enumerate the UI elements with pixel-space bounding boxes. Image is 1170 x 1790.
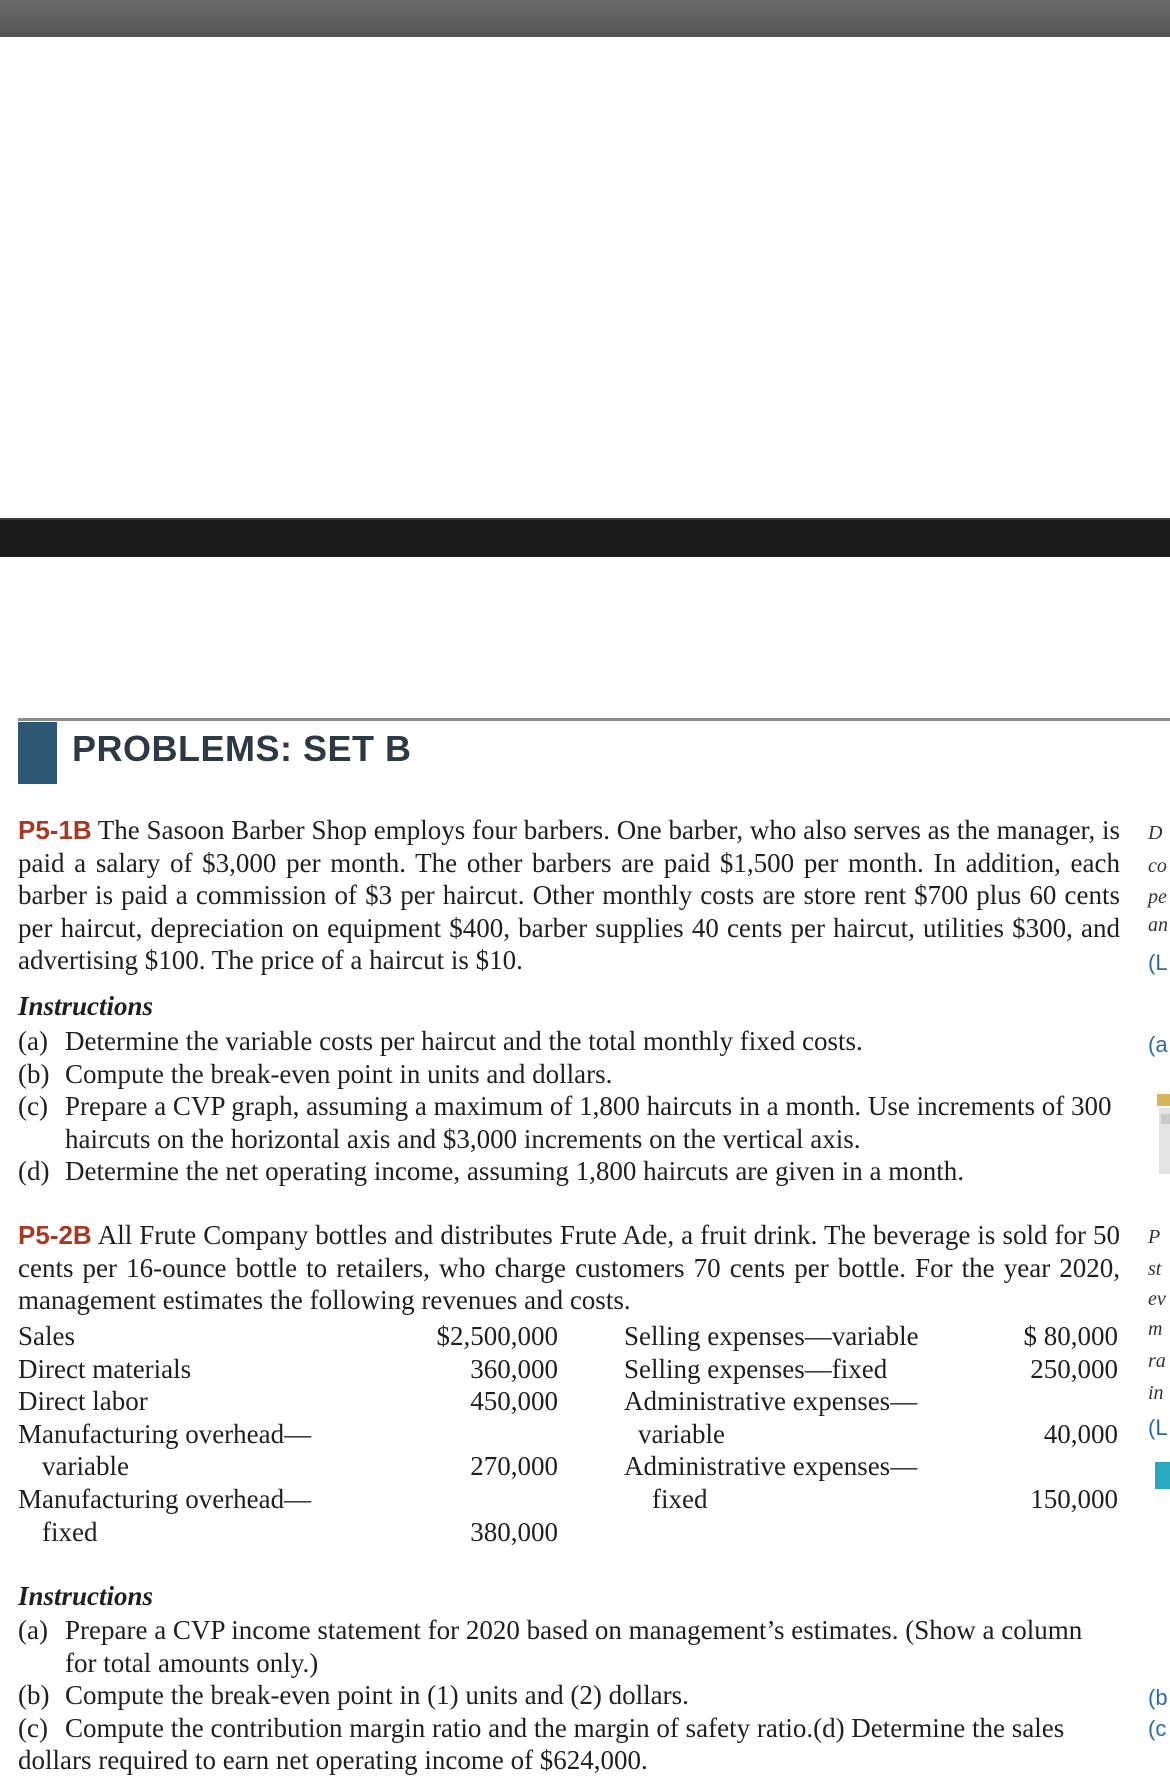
- table-row: Administrative expenses—: [624, 1451, 918, 1482]
- table-row: Selling expenses—variable $ 80,000: [624, 1321, 1118, 1351]
- section-title: PROBLEMS: SET B: [72, 728, 412, 769]
- instruction-item: (a) Prepare a CVP income statement for 2020 based on management’s estimates. (Show a column for total amounts only.): [18, 1615, 1083, 1678]
- table-row: variable 40,000: [638, 1418, 1118, 1449]
- margin-fragment: (a: [1148, 1032, 1168, 1057]
- problem-1-text: The Sasoon Barber Shop employs four barbers. One barber, who also serves as the manager, is paid a salary of $3,000 per month. The other barbers are paid $1,500 per month. In addition, each barber is paid a commission of $3 per haircut. Other monthly costs are store rent $700 plus 60 cents per haircut, depreciation on equipment $400, barber supplies 40 cents per haircut, utilities $300, and advertising $100. The price of a haircut is $10.: [18, 815, 1120, 976]
- instruction-item: (d) Determine the net operating income, assuming 1,800 haircuts are given in a month.: [18, 1156, 965, 1187]
- table-row: Sales $2,500,000: [18, 1321, 558, 1351]
- instruction-item: (a) Determine the variable costs per haircut and the total monthly fixed costs.: [18, 1026, 863, 1056]
- problem-2: [18, 1219, 1120, 1317]
- table-row: Direct materials 360,000: [18, 1353, 558, 1384]
- margin-fragment: m: [1148, 1318, 1163, 1340]
- margin-fragment: P: [1148, 1226, 1161, 1248]
- margin-fragment: D: [1148, 822, 1163, 844]
- margin-fragment: (b: [1148, 1685, 1168, 1710]
- table-row: fixed 150,000: [652, 1483, 1118, 1514]
- table-row: Selling expenses—fixed 250,000: [624, 1353, 1118, 1384]
- margin-fragment: ra: [1148, 1350, 1166, 1372]
- cost-table-left: [18, 1320, 558, 1548]
- table-row: variable 270,000: [42, 1451, 558, 1482]
- problem-2-text: All Frute Company bottles and distributes Frute Ade, a fruit drink. The beverage is sold for 50 cents per 16-ounce bottle to retailers, who charge customers 70 cents per bottle. For the year 2020, management estimates the following revenues and costs.: [18, 1220, 1120, 1316]
- page-divider-band: [0, 518, 1170, 557]
- instruction-item: (b) Compute the break-even point in (1) units and (2) dollars.: [18, 1680, 689, 1711]
- instruction-item: (c) Compute the contribution margin ratio and the margin of safety ratio.(d) Determine the sales dollars required to earn net operating income of $624,000.: [18, 1712, 1065, 1776]
- margin-fragment: (L: [1148, 1415, 1168, 1440]
- instruction-item: (b) Compute the break-even point in units and dollars.: [18, 1058, 613, 1089]
- table-row: Administrative expenses—: [624, 1386, 918, 1417]
- table-row: fixed 380,000: [42, 1516, 558, 1547]
- problem-1-id: P5-1B: [18, 815, 92, 845]
- table-row: Direct labor 450,000: [18, 1386, 558, 1417]
- problem-1-instructions-heading: Instructions: [18, 991, 154, 1021]
- problem-1: [18, 814, 1120, 977]
- margin-fragment: ev: [1148, 1288, 1166, 1310]
- problem-1-instructions: [18, 1025, 1120, 1188]
- margin-fragment: (c: [1148, 1716, 1167, 1741]
- margin-fragment: in: [1148, 1382, 1164, 1404]
- margin-fragment: st: [1148, 1258, 1162, 1280]
- section-marker: [18, 722, 57, 784]
- cost-table-right: [624, 1320, 1118, 1516]
- table-row: Manufacturing overhead—: [18, 1418, 312, 1449]
- margin-fragment: pe: [1148, 886, 1167, 908]
- margin-fragment: an: [1148, 914, 1168, 936]
- problem-2-instructions: [18, 1614, 1120, 1777]
- section-rule: [18, 718, 1170, 721]
- calculator-icon: [1155, 1094, 1170, 1174]
- problem-2-instructions-heading: Instructions: [18, 1581, 154, 1611]
- margin-fragment: (L: [1148, 950, 1168, 975]
- margin-fragment: co: [1148, 855, 1167, 877]
- top-bar: [0, 0, 1170, 37]
- margin-tab: [1155, 1462, 1170, 1489]
- table-row: Manufacturing overhead—: [18, 1483, 312, 1514]
- instruction-item: (c) Prepare a CVP graph, assuming a maximum of 1,800 haircuts in a month. Use increments of 300 haircuts on the horizontal axis and $3,000 increments on the vertical axis.: [18, 1091, 1112, 1154]
- problem-2-id: P5-2B: [18, 1220, 92, 1250]
